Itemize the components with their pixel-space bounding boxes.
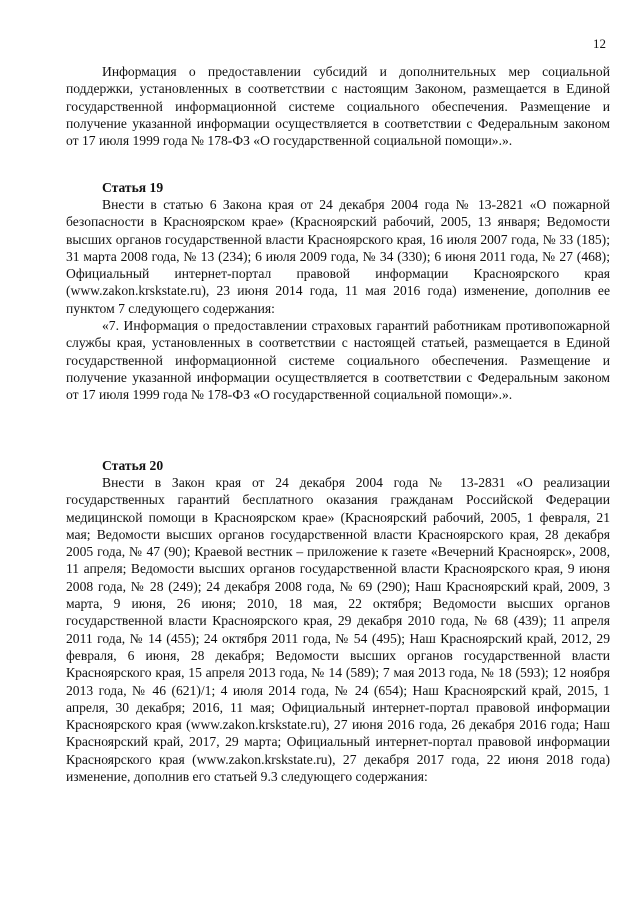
subsidy-information-paragraph: Информация о предоставлении субсидий и дополнительных мер социальной поддержки, установленных в соответствии с настоящим Законом, размещается в Единой государственной информационной системе социального обеспечения. Размещение и получение указанной информации осуществляется в соответствии с Федеральным законом от 17 июля 1999 года № 178-ФЗ «О государственной социальной помощи».». [66,64,610,149]
closing-paragraph-block [66,63,610,149]
article-19-heading: Статья 19 [102,180,164,195]
page-number: 12 [593,36,606,51]
article-19-amendment-paragraph: Внести в статью 6 Закона края от 24 декабря 2004 года № 13-2821 «О пожарной безопасности в Красноярском крае» (Красноярский рабочий, 2005, 13 января; Ведомости высших органов государственной власти Красноярского края, 16 июля 2007 года, № 33 (185); 31 марта 2008 года, № 13 (234); 6 июля 2009 года, № 34 (330); 6 июня 2011 года, № 27 (468); Официальный интернет-портал правовой информации Красноярского края (www.zakon.krskstate.ru), 23 июня 2014 года, 11 мая 2016 года) изменение, дополнив ее пунктом 7 следующего содержания: [66,197,610,316]
article-20-amendment-paragraph: Внести в Закон края от 24 декабря 2004 года № 13-2831 «О реализации государственных гарантий бесплатного оказания гражданам Российской Федерации медицинской помощи в Красноярском крае» (Красноярский рабочий, 2005, 1 февраля, 21 мая; Ведомости высших органов государственной власти Красноярского края, 28 декабря 2005 года, № 47 (90); Краевой вестник – приложение к газете «Вечерний Красноярск», 2008, 11 апреля; Ведомости высших органов государственной власти Красноярского края, 9 июня 2008 года, № 28 (249); 24 декабря 2008 года, № 69 (290); Наш Красноярский край, 2009, 3 марта, 9 июня, 26 июня; 2010, 18 мая, 22 октября; Ведомости высших органов государственной власти Красноярского края, 29 декабря 2010 года, № 68 (439); 11 апреля 2011 года, № 14 (455); 24 октября 2011 года, № 54 (495); Наш Красноярский край, 2012, 29 февраля, 6 июня, 28 декабря; Ведомости высших органов государственной власти Красноярского края, 15 апреля 2013 года, № 14 (589); 7 мая 2013 года, № 18 (593); 12 ноября 2013 года, № 46 (621)/1; 4 июля 2014 года, № 24 (654); Наш Красноярский край, 2015, 1 апреля, 30 декабря; 2016, 11 мая; Официальный интернет-портал правовой информации Красноярского края (www.zakon.krskstate.ru), 27 июня 2016 года, 26 декабря 2016 года; Наш Красноярский край, 2017, 29 марта; Официальный интернет-портал правовой информации Красноярского края (www.zakon.krskstate.ru), 27 декабря 2017 года, 22 июня 2018 года) изменение, дополнив его статьей 9.3 следующего содержания: [66,475,610,785]
article-19-new-item-paragraph: «7. Информация о предоставлении страховых гарантий работникам противопожарной службы края, установленных в соответствии с настоящей статьей, размещается в Единой государственной информационной системе социального обеспечения. Размещение и получение указанной информации осуществляется в соответствии с Федеральным законом от 17 июля 1999 года № 178-ФЗ «О государственной социальной помощи».». [66,318,610,403]
article-20-heading: Статья 20 [102,458,164,473]
article-19-body [66,196,610,404]
article-20-body [66,474,610,785]
